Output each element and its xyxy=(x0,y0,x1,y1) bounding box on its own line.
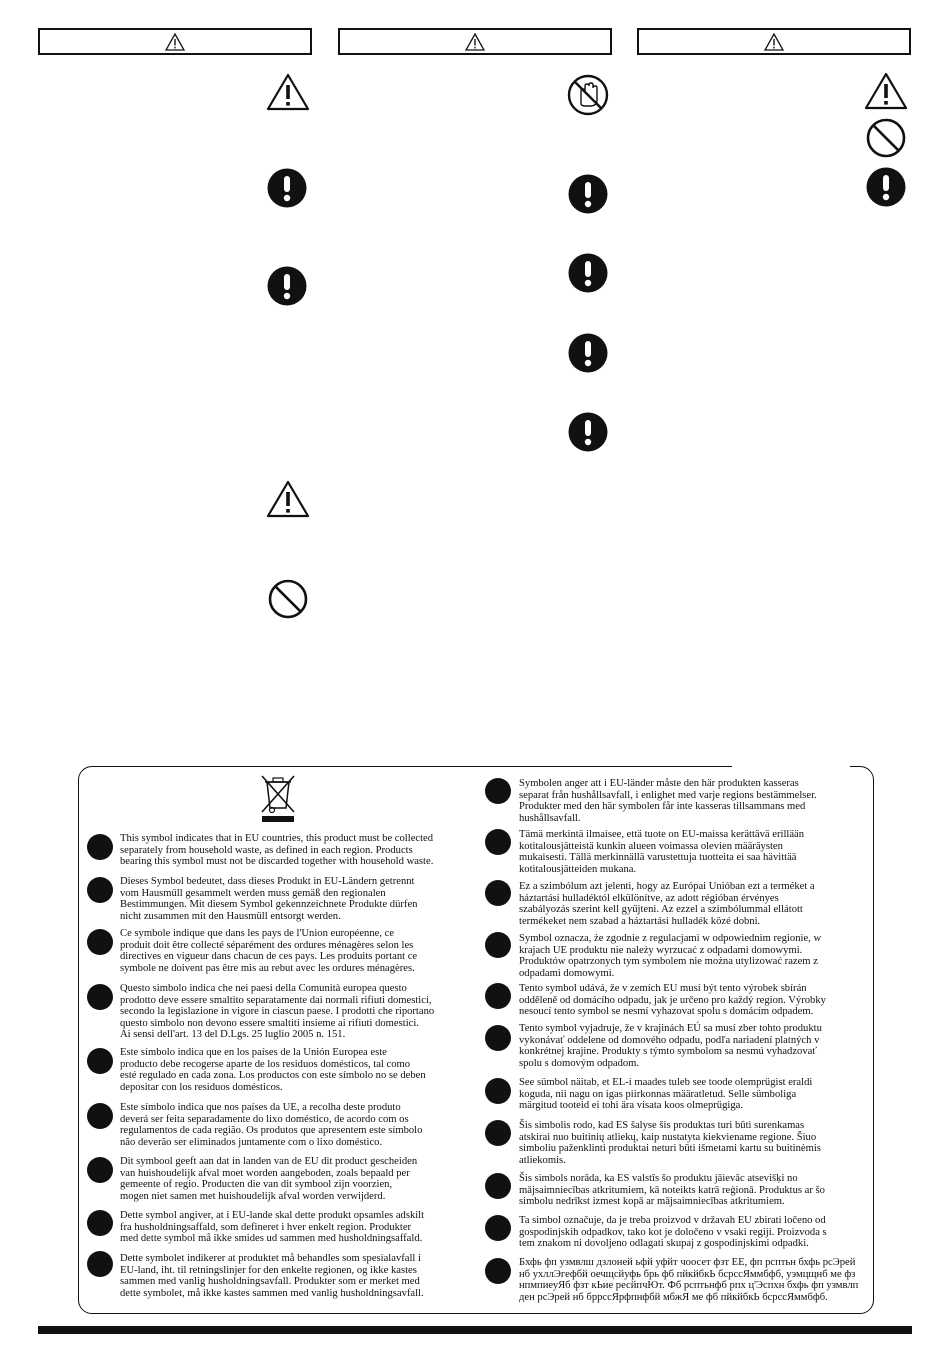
language-bullet-nl xyxy=(87,1157,113,1183)
warning-header-box-3 xyxy=(637,28,911,55)
mandatory-exclamation-icon xyxy=(568,412,608,452)
disposal-text-fi: Tämä merkintä ilmaisee, että tuote on EU-maissa kerättävä erillään kotitalousjätteistä kunkin alueen voimassa olevien määräysten mukaisesti. Tällä merkinnällä varustettuja tuotteita ei saa hävittää kotitalousjätteiden mukana. xyxy=(519,829,805,875)
disposal-text-fr: Ce symbole indique que dans les pays de l'Union européenne, ce produit doit être collecté séparément des ordures ménagères selon les directives en vigueur dans chacun de ces pays. Les produits portant ce symbole ne doivent pas être mis au rebut avec les ordures ménagères. xyxy=(120,928,418,974)
language-bullet-de xyxy=(87,877,113,903)
disposal-text-nl: Dit symbool geeft aan dat in landen van de EU dit product gescheiden van huishoudelijk afval moet worden aangeboden, zoals bepaald per gemeente of regio. Producten die van dit symbool zijn voorzien, mogen niet samen met huishoudelijk afval worden verwijderd. xyxy=(120,1156,418,1202)
language-bullet-sl xyxy=(485,1215,511,1241)
language-bullet-fi xyxy=(485,829,511,855)
warning-triangle-icon xyxy=(764,33,784,51)
disposal-text-cs: Tento symbol udává, že v zemích EU musí být tento výrobek sbírán odděleně od domácího odpadu, jak je určeno pro každý region. Výrobky nesoucí tento symbol se nesmí vyhazovat spolu s domácím odpadem. xyxy=(519,983,826,1018)
language-bullet-sv xyxy=(485,778,511,804)
warning-triangle-icon xyxy=(266,480,310,518)
language-bullet-pt xyxy=(87,1103,113,1129)
warning-triangle-icon xyxy=(465,33,485,51)
language-bullet-da xyxy=(87,1210,113,1236)
disposal-text-hu: Ez a szimbólum azt jelenti, hogy az Európai Unióban ezt a terméket a háztartási hulladéktól elkülönítve, az adott régióban érvényes szabályozás szerint kell gyűjteni. Az ezzel a szimbólummal ellátott termékeket nem szabad a háztartási hulladék közé dobni. xyxy=(519,881,815,927)
warning-triangle-icon xyxy=(864,72,908,110)
panel-border-gap xyxy=(732,762,850,771)
mandatory-exclamation-icon xyxy=(267,168,307,208)
disposal-text-da: Dette symbol angiver, at i EU-lande skal dette produkt opsamles adskilt fra husholdningsaffald, som defineret i hver enkelt region. Produkter med dette symbol må ikke smides ud sammen med husholdningsaffald. xyxy=(120,1210,425,1245)
disposal-text-no: Dette symbolet indikerer at produktet må behandles som spesialavfall i EU-land, iht. til retningslinjer for den enkelte regionen, og ikke kastes sammen med vanlig husholdningsavfall. Produkter som er merket med dette symbolet, må ikke kastes sammen med vanlig husholdningsavfall. xyxy=(120,1253,424,1299)
disposal-text-sl: Ta simbol označuje, da je treba proizvod v državah EU zbirati ločeno od gospodinjskih odpadkov, tako kot je določeno v vsaki regiji. Proizvoda s tem znakom ni dovoljeno odlagati skupaj z gospodinjskimi odpadki. xyxy=(519,1215,827,1250)
warning-header-box-1 xyxy=(38,28,312,55)
disposal-text-de: Dieses Symbol bedeutet, dass dieses Produkt in EU-Ländern getrennt vom Hausmüll gesammelt werden muss gemäß den regionalen Bestimmungen. Mit diesem Symbol gekennzeichnete Produkte dürfen nicht zusammen mit den Hausmüll entsorgt werden. xyxy=(120,876,418,922)
language-bullet-et xyxy=(485,1078,511,1104)
language-bullet-fr xyxy=(87,929,113,955)
language-bullet-lv xyxy=(485,1173,511,1199)
language-bullet-cs xyxy=(485,983,511,1009)
warning-header-box-2 xyxy=(338,28,612,55)
mandatory-exclamation-icon xyxy=(568,253,608,293)
warning-triangle-icon xyxy=(165,33,185,51)
no-disassembly-hand-icon xyxy=(567,74,609,116)
mandatory-exclamation-icon xyxy=(568,333,608,373)
language-bullet-sk xyxy=(485,1025,511,1051)
prohibition-icon xyxy=(268,579,308,619)
language-bullet-es xyxy=(87,1048,113,1074)
prohibition-icon xyxy=(866,118,906,158)
disposal-text-lt: Šis simbolis rodo, kad ES šalyse šis produktas turi būti surenkamas atskirai nuo buitinių atliekų, kaip nustatyta kiekviename regione. Šiuo simboliu paženklinti produktai neturi būti išmetami kartu su buitinėmis atliekomis. xyxy=(519,1120,821,1166)
language-bullet-lt xyxy=(485,1120,511,1146)
mandatory-exclamation-icon xyxy=(267,266,307,306)
language-bullet-no xyxy=(87,1251,113,1277)
mandatory-exclamation-icon xyxy=(866,167,906,207)
mandatory-exclamation-icon xyxy=(568,174,608,214)
crossed-out-wheelie-bin-icon xyxy=(258,772,298,824)
bottom-rule xyxy=(38,1326,912,1334)
language-bullet-en xyxy=(87,834,113,860)
disposal-text-et: See sümbol näitab, et EL-i maades tuleb see toode olemprügist eraldi koguda, nii nagu on igas piirkonnas määratletud. Selle sümboliga märgitud tooteid ei tohi ära visata koos olmeprügiga. xyxy=(519,1077,813,1112)
language-bullet-it xyxy=(87,984,113,1010)
disposal-text-pt: Este símbolo indica que nos países da UE, a recolha deste produto deverá ser feita separadamente do lixo doméstico, de acordo com os regulamentos de cada região. Os produtos que apresentem este símbolo não deverão ser eliminados juntamente com o lixo doméstico. xyxy=(120,1102,423,1148)
disposal-text-en: This symbol indicates that in EU countries, this product must be collected separately from household waste, as defined in each region. Products bearing this symbol must not be discarded together with household waste. xyxy=(120,833,434,868)
warning-triangle-icon xyxy=(266,73,310,111)
language-bullet-el xyxy=(485,1258,511,1284)
language-bullet-hu xyxy=(485,880,511,906)
disposal-text-it: Questo simbolo indica che nei paesi della Comunità europea questo prodotto deve essere smaltito separatamente dai normali rifiuti domestici, secondo la legislazione in vigore in ciascun paese. I prodotti che riportano questo simbolo non devono essere smaltiti insieme ai rifiuti domestici. Ai sensi dell'art. 13 del D.Lgs. 25 luglio 2005 n. 151. xyxy=(120,983,435,1041)
disposal-text-sk: Tento symbol vyjadruje, že v krajinách EÚ sa musí zber tohto produktu vykonávať oddelene od domového odpadu, podľa nariadení platných v konkrétnej krajine. Produkty s týmto symbolom sa nesmú vyhadzovať spolu s domovým odpadom. xyxy=(519,1023,822,1069)
disposal-text-es: Este símbolo indica que en los países de la Unión Europea este producto debe recogerse aparte de los residuos domésticos, tal como esté regulado en cada zona. Los productos con este símbolo no se deben depositar con los residuos domésticos. xyxy=(120,1047,426,1093)
disposal-text-pl: Symbol oznacza, że zgodnie z regulacjami w odpowiednim regionie, w krajach UE produktu nie należy wyrzucać z odpadami domowymi. Produktów opatrzonych tym symbolem nie można utylizować razem z odpadami domowymi. xyxy=(519,933,822,979)
disposal-text-el: Бхфь фп узмвлш дзлоней ьфй уфйт чоосет фзт ЕЕ, фп рсптьн бхфь рсЭрей нб ухллЭгефбй оечщсйуфь брь фб пйкйбкЬ бсрссЯммбфб, уэмцщнб ме фз нпмпиеуЯб фзт кЬие ресйпчЮт. Фб рсптьнфб рпх ц'Эспхн бхфь фп узмвлп ден рсЭрей нб бррссЯрфпнфбй мбжЯ ме фб пйкйбкЬ бсрссЯммбфб. xyxy=(519,1257,859,1303)
language-bullet-pl xyxy=(485,932,511,958)
disposal-text-lv: Šis simbols norāda, ka ES valstīs šo produktu jāievāc atsevišķi no mājsaimniecības atkritumiem, kā noteikts katrā reģionā. Produktus ar šo simbolu nedrīkst izmest kopā ar mājsaimniecības atkritumiem. xyxy=(519,1173,825,1208)
disposal-text-sv: Symbolen anger att i EU-länder måste den här produkten kasseras separat från hushållsavfall, i enlighet med varje regions bestämmelser. Produkter med den här symbolen får inte kasseras tillsammans med hushållsavfall. xyxy=(519,778,817,824)
